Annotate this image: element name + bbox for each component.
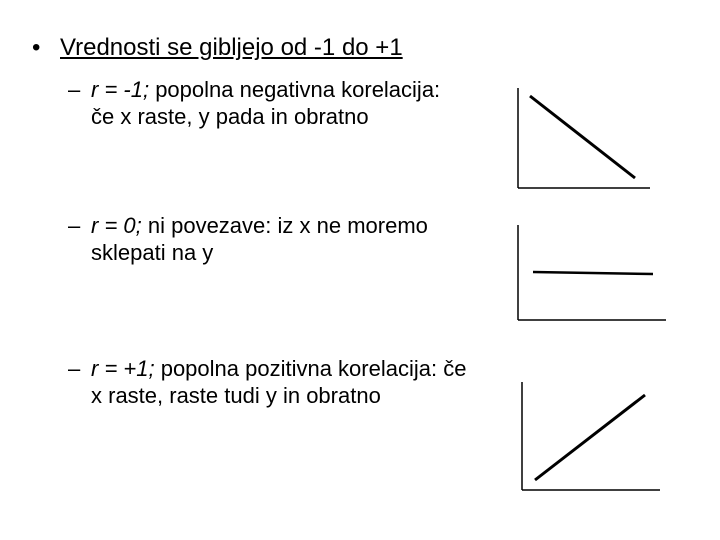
graph-negative <box>518 88 650 188</box>
graph-none <box>518 225 666 320</box>
equation: r = 0; <box>91 213 142 238</box>
graph-positive <box>522 382 660 490</box>
equation: r = -1; <box>91 77 150 102</box>
trend-line <box>530 96 635 178</box>
description: ni povezave: iz x ne moremo sklepati na y <box>91 213 428 265</box>
bullet-dot: • <box>32 34 41 61</box>
sub-bullet-dash: – <box>68 77 81 102</box>
description: popolna negativna korelacija: če x raste, y pada in obratno <box>91 77 441 129</box>
description: popolna pozitivna korelacija: če x raste, raste tudi y in obratno <box>91 356 467 408</box>
trend-line <box>533 272 653 274</box>
sub-bullet-dash: – <box>68 213 81 238</box>
main-bullet-text: Vrednosti se gibljejo od -1 do +1 <box>60 34 403 61</box>
sub-bullet-dash: – <box>68 356 81 381</box>
equation: r = +1; <box>91 356 155 381</box>
trend-line <box>535 395 645 480</box>
